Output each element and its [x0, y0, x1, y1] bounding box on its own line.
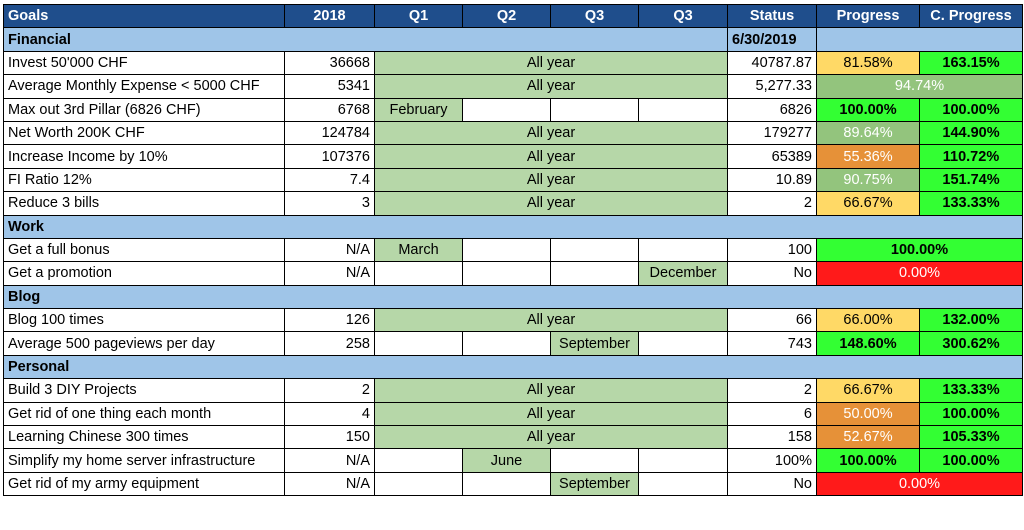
q3-cell[interactable]	[551, 449, 639, 472]
year-cell[interactable]: 7.4	[285, 168, 375, 191]
status-cell[interactable]: 65389	[728, 145, 817, 168]
goal-cell[interactable]: Blog 100 times	[4, 309, 285, 332]
status-cell[interactable]: 10.89	[728, 168, 817, 191]
year-cell[interactable]: 2	[285, 379, 375, 402]
c-progress-cell[interactable]: 100.00%	[920, 98, 1023, 121]
progress-cell[interactable]: 52.67%	[817, 426, 920, 449]
year-cell[interactable]: 3	[285, 192, 375, 215]
q1-cell[interactable]	[375, 449, 463, 472]
header-q3[interactable]: Q3	[551, 5, 639, 28]
progress-cell[interactable]: 100.00%	[817, 238, 1023, 261]
q3-cell[interactable]	[551, 98, 639, 121]
all-year-cell[interactable]: All year	[375, 402, 728, 425]
year-cell[interactable]: 124784	[285, 121, 375, 144]
c-progress-cell[interactable]: 163.15%	[920, 51, 1023, 74]
table-row	[4, 472, 1023, 495]
status-cell[interactable]: 2	[728, 192, 817, 215]
header-progress[interactable]: Progress	[817, 5, 920, 28]
goal-cell[interactable]: Build 3 DIY Projects	[4, 379, 285, 402]
q3-cell[interactable]: September	[551, 332, 639, 355]
c-progress-cell[interactable]: 151.74%	[920, 168, 1023, 191]
progress-cell[interactable]: 66.67%	[817, 379, 920, 402]
q4-cell[interactable]: December	[639, 262, 728, 285]
progress-cell[interactable]: 0.00%	[817, 472, 1023, 495]
q2-cell[interactable]	[463, 98, 551, 121]
c-progress-cell[interactable]: 105.33%	[920, 426, 1023, 449]
year-cell[interactable]: N/A	[285, 449, 375, 472]
goal-cell[interactable]: Average 500 pageviews per day	[4, 332, 285, 355]
section-financial	[4, 28, 1023, 51]
table-row	[4, 75, 1023, 98]
year-cell[interactable]: N/A	[285, 472, 375, 495]
q2-cell[interactable]: June	[463, 449, 551, 472]
table-row	[4, 238, 1023, 261]
c-progress-cell[interactable]: 300.62%	[920, 332, 1023, 355]
goals-table	[3, 4, 1023, 496]
progress-cell[interactable]: 148.60%	[817, 332, 920, 355]
q4-cell[interactable]	[639, 98, 728, 121]
goal-cell[interactable]: Invest 50'000 CHF	[4, 51, 285, 74]
status-cell[interactable]: 743	[728, 332, 817, 355]
c-progress-cell[interactable]: 100.00%	[920, 449, 1023, 472]
table-row	[4, 379, 1023, 402]
status-cell[interactable]: 5,277.33	[728, 75, 817, 98]
q1-cell[interactable]: March	[375, 238, 463, 261]
table-row	[4, 121, 1023, 144]
status-cell[interactable]: 2	[728, 379, 817, 402]
section-label[interactable]: Work	[4, 215, 1023, 238]
section-filler[interactable]	[817, 28, 1023, 51]
goal-cell[interactable]: FI Ratio 12%	[4, 168, 285, 191]
q2-cell[interactable]	[463, 238, 551, 261]
status-cell[interactable]: 100	[728, 238, 817, 261]
table-row	[4, 168, 1023, 191]
q1-cell[interactable]: February	[375, 98, 463, 121]
goal-cell[interactable]: Get rid of my army equipment	[4, 472, 285, 495]
q3-cell[interactable]	[551, 238, 639, 261]
goal-cell[interactable]: Get a promotion	[4, 262, 285, 285]
all-year-cell[interactable]: All year	[375, 168, 728, 191]
status-cell[interactable]: No	[728, 262, 817, 285]
q1-cell[interactable]	[375, 332, 463, 355]
table-row	[4, 145, 1023, 168]
header-c-progress[interactable]: C. Progress	[920, 5, 1023, 28]
goal-cell[interactable]: Learning Chinese 300 times	[4, 426, 285, 449]
goal-cell[interactable]: Get a full bonus	[4, 238, 285, 261]
year-cell[interactable]: 126	[285, 309, 375, 332]
all-year-cell[interactable]: All year	[375, 145, 728, 168]
progress-cell[interactable]: 90.75%	[817, 168, 920, 191]
header-row	[4, 5, 1023, 28]
year-cell[interactable]: 150	[285, 426, 375, 449]
header-q1[interactable]: Q1	[375, 5, 463, 28]
progress-cell[interactable]: 55.36%	[817, 145, 920, 168]
table-row	[4, 262, 1023, 285]
all-year-cell[interactable]: All year	[375, 379, 728, 402]
year-cell[interactable]: N/A	[285, 262, 375, 285]
year-cell[interactable]: 107376	[285, 145, 375, 168]
progress-cell[interactable]: 66.00%	[817, 309, 920, 332]
status-cell[interactable]: No	[728, 472, 817, 495]
progress-cell[interactable]: 0.00%	[817, 262, 1023, 285]
c-progress-cell[interactable]: 133.33%	[920, 379, 1023, 402]
goal-cell[interactable]: Get rid of one thing each month	[4, 402, 285, 425]
header-q3-second[interactable]: Q3	[639, 5, 728, 28]
goal-cell[interactable]: Simplify my home server infrastructure	[4, 449, 285, 472]
progress-cell[interactable]: 100.00%	[817, 98, 920, 121]
table-row	[4, 449, 1023, 472]
goal-cell[interactable]: Increase Income by 10%	[4, 145, 285, 168]
status-cell[interactable]: 40787.87	[728, 51, 817, 74]
q4-cell[interactable]	[639, 472, 728, 495]
status-cell[interactable]: 100%	[728, 449, 817, 472]
year-cell[interactable]: 5341	[285, 75, 375, 98]
section-work	[4, 215, 1023, 238]
progress-cell[interactable]: 94.74%	[817, 75, 1023, 98]
year-cell[interactable]: 258	[285, 332, 375, 355]
table-row	[4, 192, 1023, 215]
goal-cell[interactable]: Max out 3rd Pillar (6826 CHF)	[4, 98, 285, 121]
q1-cell[interactable]	[375, 472, 463, 495]
q3-cell[interactable]: September	[551, 472, 639, 495]
q4-cell[interactable]	[639, 332, 728, 355]
c-progress-cell[interactable]: 132.00%	[920, 309, 1023, 332]
q4-cell[interactable]	[639, 449, 728, 472]
progress-cell[interactable]: 50.00%	[817, 402, 920, 425]
table-row	[4, 309, 1023, 332]
year-cell[interactable]: 6768	[285, 98, 375, 121]
table-row	[4, 98, 1023, 121]
q3-cell[interactable]	[551, 262, 639, 285]
section-blog	[4, 285, 1023, 308]
q4-cell[interactable]	[639, 238, 728, 261]
table-row	[4, 51, 1023, 74]
c-progress-cell[interactable]: 100.00%	[920, 402, 1023, 425]
section-label[interactable]: Personal	[4, 355, 1023, 378]
header-goals[interactable]: Goals	[4, 5, 285, 28]
goal-cell[interactable]: Average Monthly Expense < 5000 CHF	[4, 75, 285, 98]
goal-cell[interactable]: Net Worth 200K CHF	[4, 121, 285, 144]
status-cell[interactable]: 66	[728, 309, 817, 332]
status-cell[interactable]: 179277	[728, 121, 817, 144]
section-personal	[4, 355, 1023, 378]
q2-cell[interactable]	[463, 262, 551, 285]
all-year-cell[interactable]: All year	[375, 75, 728, 98]
year-cell[interactable]: 36668	[285, 51, 375, 74]
table-row	[4, 332, 1023, 355]
goal-cell[interactable]: Reduce 3 bills	[4, 192, 285, 215]
header-2018[interactable]: 2018	[285, 5, 375, 28]
section-label[interactable]: Financial	[4, 28, 728, 51]
progress-cell[interactable]: 81.58%	[817, 51, 920, 74]
q2-cell[interactable]	[463, 332, 551, 355]
status-cell[interactable]: 158	[728, 426, 817, 449]
year-cell[interactable]: N/A	[285, 238, 375, 261]
all-year-cell[interactable]: All year	[375, 192, 728, 215]
table-row	[4, 426, 1023, 449]
status-date[interactable]: 6/30/2019	[728, 28, 817, 51]
progress-cell[interactable]: 66.67%	[817, 192, 920, 215]
all-year-cell[interactable]: All year	[375, 51, 728, 74]
c-progress-cell[interactable]: 110.72%	[920, 145, 1023, 168]
status-cell[interactable]: 6	[728, 402, 817, 425]
c-progress-cell[interactable]: 133.33%	[920, 192, 1023, 215]
all-year-cell[interactable]: All year	[375, 121, 728, 144]
table-row	[4, 402, 1023, 425]
all-year-cell[interactable]: All year	[375, 309, 728, 332]
c-progress-cell[interactable]: 144.90%	[920, 121, 1023, 144]
header-status[interactable]: Status	[728, 5, 817, 28]
progress-cell[interactable]: 100.00%	[817, 449, 920, 472]
section-label[interactable]: Blog	[4, 285, 1023, 308]
header-q2[interactable]: Q2	[463, 5, 551, 28]
all-year-cell[interactable]: All year	[375, 426, 728, 449]
q2-cell[interactable]	[463, 472, 551, 495]
progress-cell[interactable]: 89.64%	[817, 121, 920, 144]
q1-cell[interactable]	[375, 262, 463, 285]
year-cell[interactable]: 4	[285, 402, 375, 425]
status-cell[interactable]: 6826	[728, 98, 817, 121]
